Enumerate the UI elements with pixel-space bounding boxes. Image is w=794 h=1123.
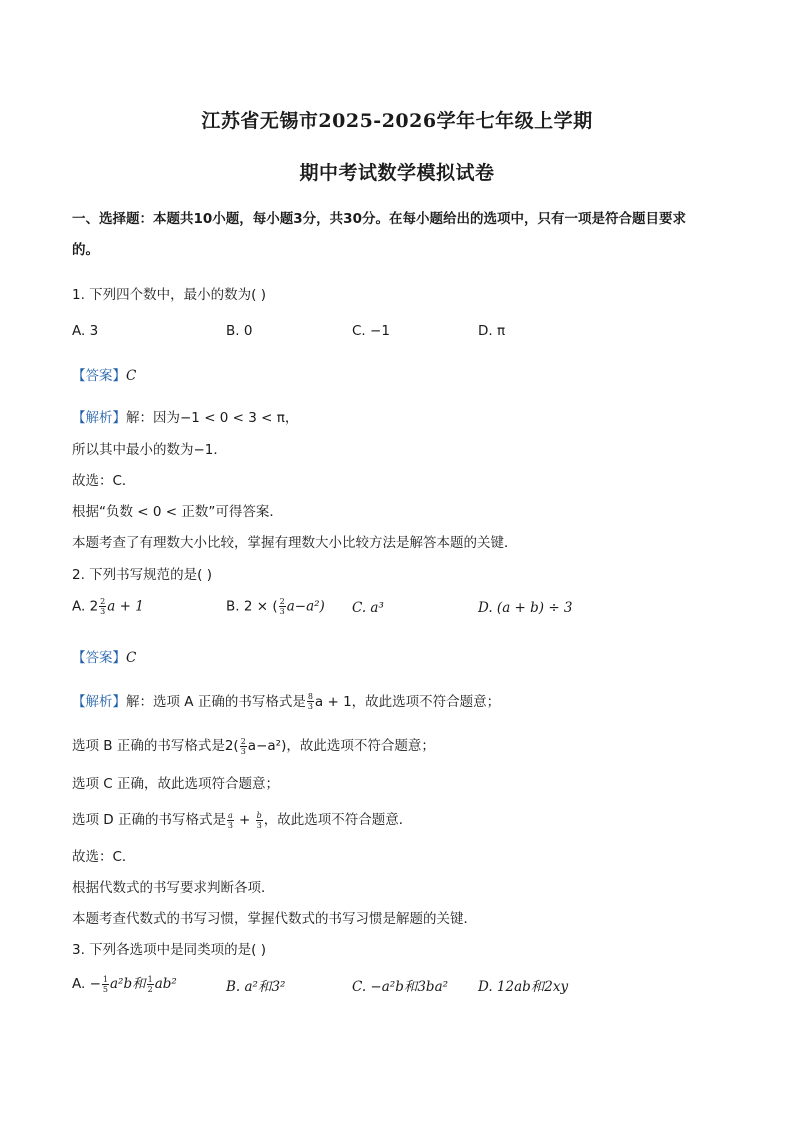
q1-answer: C <box>126 368 137 384</box>
q3-option-a-mid: a²b和 <box>110 976 146 992</box>
answer-tag: 【答案】 <box>72 368 126 384</box>
fraction-denominator: 3 <box>227 820 233 830</box>
fraction <box>99 597 106 616</box>
q2-analysis-line5: 故选：C． <box>72 849 136 865</box>
fraction-denominator: 3 <box>240 746 246 756</box>
analysis-tag: 【解析】 <box>72 410 126 426</box>
q1-option-a: A. 3 <box>72 323 99 339</box>
fraction <box>307 692 314 711</box>
fraction-numerator: 2 <box>279 597 285 606</box>
q2-option-a <box>72 597 144 616</box>
fraction <box>102 975 109 994</box>
q3-option-d: D. 12ab和2xy <box>478 979 569 995</box>
fraction <box>227 811 234 830</box>
q1-analysis-line5: 本题考查了有理数大小比较，掌握有理数大小比较方法是解答本题的关键． <box>72 535 518 551</box>
section-instruction-cont: 的。 <box>72 242 99 258</box>
fraction-numerator: 1 <box>102 974 108 984</box>
q3-option-a <box>72 972 177 994</box>
q1-answer-row <box>72 364 136 384</box>
q2-analysis-line3: 选项 C 正确，故此选项符合题意； <box>72 776 280 792</box>
q2-option-a-suffix: a + 1 <box>107 598 144 615</box>
fraction <box>147 975 154 994</box>
fraction-numerator: b <box>256 810 262 820</box>
fraction <box>279 597 286 616</box>
fraction-numerator: 8 <box>307 692 313 701</box>
q2-analysis-line2 <box>72 734 435 756</box>
q2-option-d: D. (a + b) ÷ 3 <box>478 600 573 616</box>
page-title-line2: 期中考试数学模拟试卷 <box>299 162 495 184</box>
q2-analysis-line7: 本题考查代数式的书写习惯，掌握代数式的书写习惯是解题的关键． <box>72 911 477 927</box>
q1-analysis-line1: 解：因为−1 < 0 < 3 < π， <box>126 410 299 426</box>
plus-sign: + <box>234 812 255 828</box>
fraction-denominator: 3 <box>307 702 313 711</box>
fraction-numerator: a <box>227 810 233 820</box>
fraction-numerator: 2 <box>240 736 246 746</box>
q2-option-b-suffix: a−a²) <box>286 598 325 615</box>
q2-analysis-line1-prefix: 解：选项 A 正确的书写格式是 <box>126 694 306 710</box>
analysis-tag: 【解析】 <box>72 694 126 710</box>
q2-analysis-line4-prefix: 选项 D 正确的书写格式是 <box>72 812 226 828</box>
q2-answer: C <box>126 650 137 666</box>
page-title-line1: 江苏省无锡市2025-2026学年七年级上学期 <box>201 110 593 132</box>
q2-analysis-line1-suffix: a + 1，故此选项不符合题意； <box>314 694 501 710</box>
q2-analysis-line4 <box>72 808 412 830</box>
q1-option-d: D. π <box>478 323 506 339</box>
fraction-denominator: 3 <box>256 820 262 830</box>
answer-tag: 【答案】 <box>72 650 126 666</box>
q2-analysis-line2-prefix: 选项 B 正确的书写格式是2( <box>72 738 239 754</box>
q1-analysis-line3: 故选：C． <box>72 473 136 489</box>
q3-option-a-suffix: ab² <box>154 976 177 992</box>
q1-analysis-line4: 根据“负数 < 0 < 正数”可得答案． <box>72 504 283 520</box>
section-instruction: 一、选择题：本题共10小题，每小题3分，共30分。在每小题给出的选项中，只有一项是符合题目要求 <box>72 211 686 227</box>
q2-option-c: C. a³ <box>352 600 384 616</box>
question-3-stem: 3. 下列各选项中是同类项的是( ) <box>72 942 266 958</box>
fraction-denominator: 3 <box>100 607 106 616</box>
fraction <box>256 811 263 830</box>
q2-analysis-line6: 根据代数式的书写要求判断各项． <box>72 880 275 896</box>
q2-analysis-line2-suffix: a−a²)，故此选项不符合题意； <box>247 738 435 754</box>
q2-answer-row <box>72 646 136 666</box>
question-2-stem: 2. 下列书写规范的是( ) <box>72 567 212 583</box>
q1-option-c: C. −1 <box>352 323 390 339</box>
q2-option-b <box>226 597 325 616</box>
fraction-denominator: 3 <box>279 607 285 616</box>
question-1-stem: 1. 下列四个数中，最小的数为( ) <box>72 287 266 303</box>
fraction-denominator: 2 <box>147 984 153 994</box>
fraction-numerator: 2 <box>100 597 106 606</box>
fraction-numerator: 1 <box>147 974 153 984</box>
q2-analysis-line4-suffix: ，故此选项不符合题意． <box>263 812 413 828</box>
q3-option-a-prefix: A. − <box>72 976 101 992</box>
q2-analysis-row <box>72 690 500 711</box>
q2-option-b-prefix: B. 2 × ( <box>226 598 278 615</box>
q1-analysis-row <box>72 406 298 426</box>
q2-option-a-prefix: A. 2 <box>72 598 99 615</box>
fraction <box>240 737 247 756</box>
q3-option-c: C. −a²b和3ba² <box>352 979 449 995</box>
q1-option-b: B. 0 <box>226 323 253 339</box>
q1-analysis-line2: 所以其中最小的数为−1． <box>72 442 227 458</box>
fraction-denominator: 5 <box>102 984 108 994</box>
q3-option-b: B. a²和3² <box>226 979 286 995</box>
